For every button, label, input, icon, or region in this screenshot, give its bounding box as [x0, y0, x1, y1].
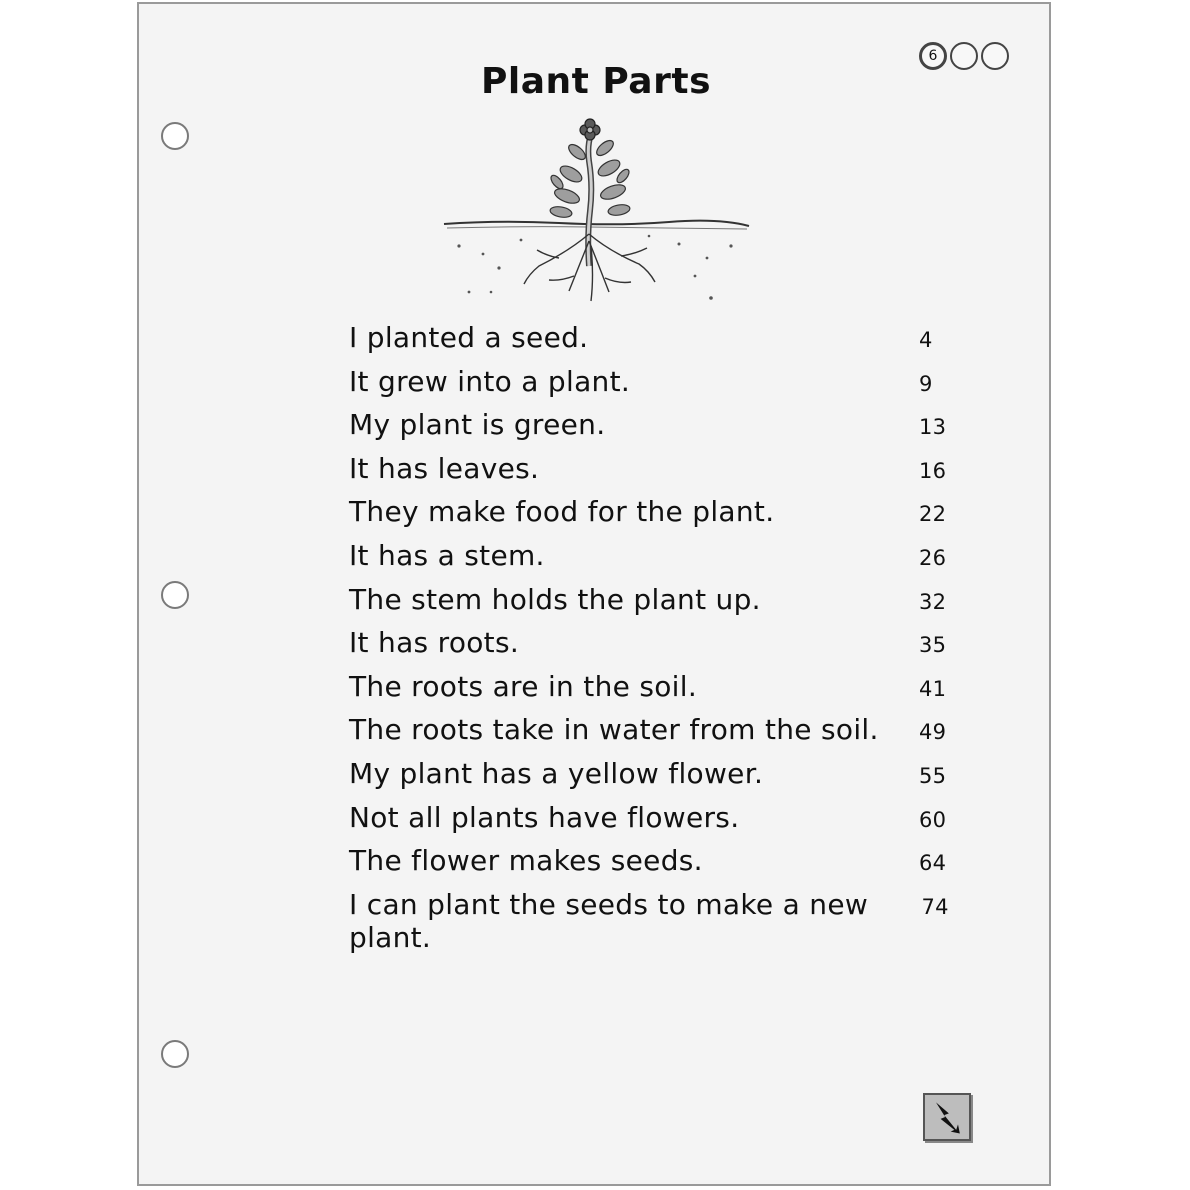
- binder-hole-icon: [161, 581, 189, 609]
- word-count: 13: [919, 415, 947, 440]
- passage-line: [349, 452, 959, 496]
- word-count: 22: [919, 502, 947, 527]
- binder-hole-icon: [161, 1040, 189, 1068]
- passage-sentence: My plant is green.: [349, 408, 606, 442]
- word-count: 55: [919, 763, 947, 788]
- passage-sentence: The roots take in water from the soil.: [349, 713, 879, 747]
- word-count: 41: [919, 676, 947, 701]
- word-count: 9: [919, 371, 933, 396]
- level-marker: 6: [919, 42, 947, 70]
- passage-sentence: I can plant the seeds to make a new plant.: [349, 887, 869, 954]
- word-count: 74: [921, 894, 949, 919]
- passage-line: [349, 844, 959, 888]
- passage-sentence: It has a stem.: [349, 538, 545, 572]
- reading-passage: [349, 321, 959, 954]
- word-count: 35: [919, 633, 947, 658]
- passage-sentence: The roots are in the soil.: [349, 669, 698, 703]
- passage-sentence: Not all plants have flowers.: [349, 800, 740, 834]
- passage-line: [349, 713, 959, 757]
- passage-line: [349, 321, 959, 365]
- passage-line: [349, 757, 959, 801]
- passage-sentence: It has leaves.: [349, 451, 540, 485]
- page-title: Plant Parts: [481, 61, 711, 102]
- word-count: 16: [919, 458, 947, 483]
- lightning-bolt-icon: [923, 1093, 971, 1141]
- passage-line: [349, 365, 959, 409]
- word-count: 32: [919, 589, 947, 614]
- passage-line: [349, 583, 959, 627]
- passage-sentence: The stem holds the plant up.: [349, 582, 761, 616]
- passage-line: [349, 408, 959, 452]
- passage-sentence: The flower makes seeds.: [349, 844, 703, 878]
- worksheet-page: [137, 2, 1051, 1186]
- word-count: 60: [919, 807, 947, 832]
- passage-line: [349, 670, 959, 714]
- passage-line: [349, 626, 959, 670]
- word-count: 49: [919, 720, 947, 745]
- passage-line: [349, 801, 959, 845]
- plant-with-roots-illustration: [439, 116, 759, 306]
- passage-sentence: They make food for the plant.: [349, 495, 775, 529]
- binder-hole-icon: [161, 122, 189, 150]
- passage-sentence: My plant has a yellow flower.: [349, 756, 764, 790]
- passage-sentence: It has roots.: [349, 626, 520, 660]
- word-count: 4: [919, 328, 933, 352]
- passage-line: [349, 495, 959, 539]
- passage-sentence: It grew into a plant.: [349, 364, 631, 398]
- passage-line: [349, 887, 959, 954]
- word-count: 26: [919, 545, 947, 570]
- passage-line: [349, 539, 959, 583]
- passage-sentence: I planted a seed.: [349, 321, 589, 354]
- word-count: 64: [919, 851, 947, 876]
